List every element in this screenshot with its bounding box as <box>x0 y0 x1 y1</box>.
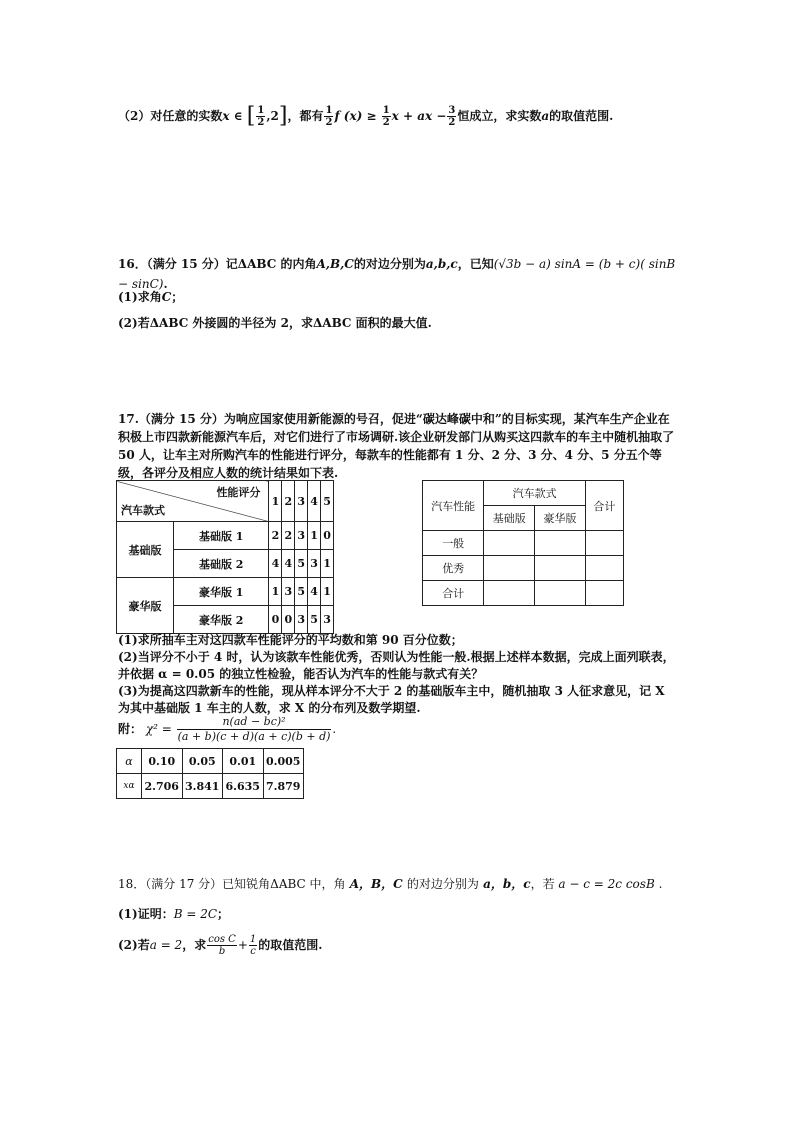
q17-part1: (1)求所抽车主对这四款车性能评分的平均数和第 90 百分位数； <box>118 633 463 647</box>
q15-part2: （2）对任意的实数x ∈ [ $\frac{1}{2}$ ,2]，都有 $\frac{1}{2}$ f (x) ≥ $\frac{1}{2}$ x + ax − $\frac{3}{2}$ 恒成立，求实数a的取值范围. <box>118 103 614 129</box>
score-header: 1 <box>269 481 282 522</box>
critical-value-table <box>116 748 304 799</box>
q18-stem: 18．（满分 17 分）已知锐角ΔABC 中，角 A，B，C 的对边分别为 a，b，c，若 a − c = 2c cosB . <box>118 877 663 891</box>
table-row: 基础版 2 4 4 5 3 1 <box>117 550 334 578</box>
table-row: 一般 <box>423 531 624 556</box>
table-row: xα 2.706 3.841 6.635 7.879 <box>117 774 304 799</box>
q17-intro: 17.（满分 15 分）为响应国家使用新能源的号召，促进“碳达峰碳中和”的目标实现，某汽车生产企业在积极上市四款新能源汽车后，对它们进行了市场调研.该企业研发部门从购买这四款车的车主中随机抽取了 50 人，让车主对所购汽车的性能进行评分，每款车的性能都有 1 分、2 分、3 分、4 分、5 分五个等级，各评分及相应人数的统计结果如下表. <box>118 412 675 480</box>
q16-stem: 16．（满分 15 分）记ΔABC 的内角A,B,C的对边分别为a,b,c，已知(√3b − a) sinA = (b + c)( sinB − sinC). <box>118 257 676 291</box>
score-header: 5 <box>321 481 334 522</box>
table-row: 合计 <box>423 581 624 606</box>
score-header: 2 <box>282 481 295 522</box>
score-header: 3 <box>295 481 308 522</box>
score-header: 4 <box>308 481 321 522</box>
q17-part2: (2)当评分不小于 4 时，认为该款车性能优秀，否则认为性能一般.根据上述样本数据，完成上面列联表，并依据 α = 0.05 的独立性检验，能否认为汽车的性能与款式有关？ <box>118 650 675 681</box>
table-row: 豪华版 豪华版 1 1 3 5 4 1 <box>117 578 334 606</box>
diagonal-header-cell: 性能评分 汽车款式 <box>117 481 269 522</box>
q16-part2: (2)若ΔABC 外接圆的半径为 2，求ΔABC 面积的最大值. <box>118 316 432 330</box>
table-row: 优秀 <box>423 556 624 581</box>
table-row: α 0.10 0.05 0.01 0.005 <box>117 749 304 774</box>
q18-part1: (1)证明：B = 2C； <box>118 907 230 921</box>
q16-part1: (1)求角C； <box>118 290 184 304</box>
contingency-table: 汽车性能 汽车款式 合计 基础版 豪华版 一般 优秀 合计 <box>422 480 624 606</box>
q18-part2: (2)若a = 2，求 $\frac{\text{cos C}}{b}$ + $\frac{1}{c}$ 的取值范围. <box>118 934 323 957</box>
table-row: 豪华版 2 0 0 3 5 3 <box>117 606 334 634</box>
half-fraction: $\frac{1}{2}$ <box>257 105 265 128</box>
score-table <box>116 480 334 634</box>
table-row: 基础版 基础版 1 2 2 3 1 0 <box>117 522 334 550</box>
chi-square-formula: 附： χ² = $\frac{\text{n(ad − bc)²}}{(a + b)(c + d)(a + c)(b + d)}$ . <box>118 715 337 743</box>
q17-part3: (3)为提高这四款新车的性能，现从样本评分不大于 2 的基础版车主中，随机抽取 3 人征求意见，记 X 为其中基础版 1 车主的人数，求 X 的分布列及数学期望. <box>118 684 665 715</box>
chi-fraction: $\frac{\text{n(ad − bc)²}}{(a + b)(c + d)(a + c)(b + d)}$ <box>177 715 331 743</box>
